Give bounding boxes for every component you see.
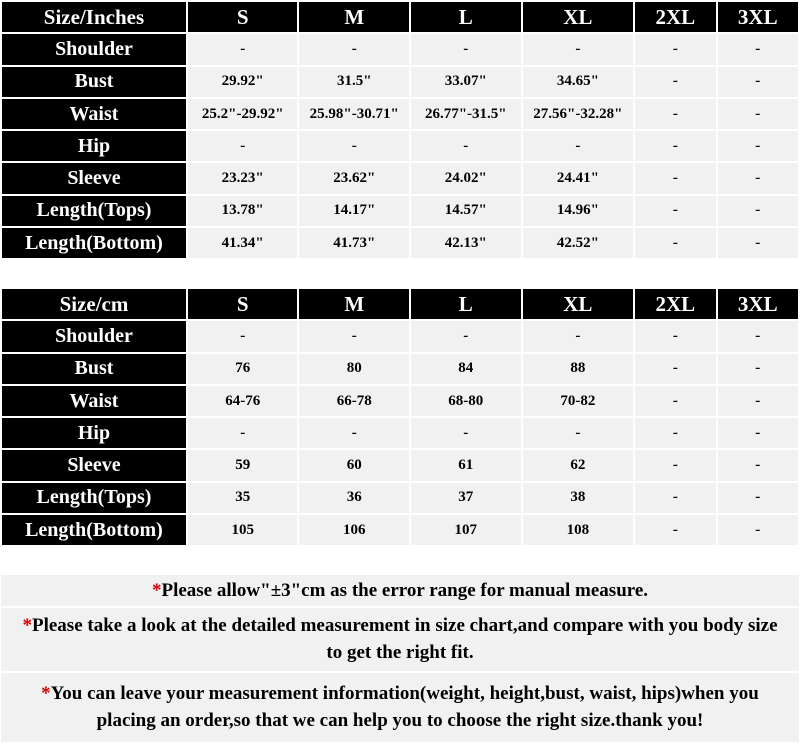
row-label: Shoulder xyxy=(2,34,186,64)
table-row xyxy=(2,321,798,351)
row-label: Length(Bottom) xyxy=(2,228,186,258)
table-cell: 105 xyxy=(188,515,298,545)
table-cell: - xyxy=(635,163,715,193)
table-cell: - xyxy=(718,228,798,258)
table-cell: 61 xyxy=(411,450,521,480)
table-header-size: 3XL xyxy=(718,2,798,32)
table-cell: - xyxy=(718,386,798,416)
table-cell: 41.73" xyxy=(299,228,409,258)
table-header-label: Size/cm xyxy=(2,289,186,319)
table-cell: 23.62" xyxy=(299,163,409,193)
asterisk: * xyxy=(22,615,32,636)
table-cell: 24.41" xyxy=(523,163,634,193)
table-cell: - xyxy=(635,228,715,258)
table-header-row xyxy=(2,2,798,32)
table-cell: 23.23" xyxy=(188,163,298,193)
table-cell: 34.65" xyxy=(523,67,634,97)
table-header-size: 2XL xyxy=(635,289,715,319)
table-cell: 108 xyxy=(523,515,634,545)
table-row xyxy=(2,418,798,448)
table-header-size: 3XL xyxy=(718,289,798,319)
table-cell: - xyxy=(718,34,798,64)
table-cell: 76 xyxy=(188,354,298,384)
table-cell: 29.92" xyxy=(188,67,298,97)
row-label: Sleeve xyxy=(2,163,186,193)
table-cell: 60 xyxy=(299,450,409,480)
table-header-size: M xyxy=(299,289,409,319)
table-row xyxy=(2,386,798,416)
table-cell: 13.78" xyxy=(188,196,298,226)
table-cell: - xyxy=(188,131,298,161)
table-header-size: S xyxy=(188,289,298,319)
table-cell: 84 xyxy=(411,354,521,384)
table-cell: - xyxy=(188,34,298,64)
table-cell: - xyxy=(188,418,298,448)
table-cell: - xyxy=(299,131,409,161)
table-row xyxy=(2,515,798,545)
table-cell: - xyxy=(718,418,798,448)
table-cell: 14.17" xyxy=(299,196,409,226)
table-cell: - xyxy=(299,34,409,64)
table-cell: 26.77"-31.5" xyxy=(411,99,521,129)
table-cell: - xyxy=(718,483,798,513)
table-cell: 42.52" xyxy=(523,228,634,258)
table-cell: 106 xyxy=(299,515,409,545)
table-cell: - xyxy=(718,196,798,226)
row-label: Length(Tops) xyxy=(2,483,186,513)
asterisk: * xyxy=(41,683,51,704)
table-cell: - xyxy=(718,67,798,97)
table-cell: - xyxy=(718,131,798,161)
table-row xyxy=(2,483,798,513)
table-cell: 33.07" xyxy=(411,67,521,97)
table-cell: - xyxy=(718,354,798,384)
table-cell: - xyxy=(635,321,715,351)
table-header-size: 2XL xyxy=(635,2,715,32)
table-row xyxy=(2,228,798,258)
row-label: Bust xyxy=(2,67,186,97)
table-cell: - xyxy=(635,99,715,129)
note-error-range xyxy=(1,575,799,606)
table-cell: - xyxy=(635,483,715,513)
table-cell: 36 xyxy=(299,483,409,513)
size-table-inches xyxy=(0,0,800,260)
table-cell: 42.13" xyxy=(411,228,521,258)
table-cell: - xyxy=(411,418,521,448)
table-cell: - xyxy=(718,515,798,545)
table-header-row xyxy=(2,289,798,319)
table-cell: - xyxy=(635,418,715,448)
note-measurement-info xyxy=(1,673,799,742)
table-cell: - xyxy=(635,386,715,416)
table-cell: 14.96" xyxy=(523,196,634,226)
table-cell: - xyxy=(523,418,634,448)
table-cell: - xyxy=(635,67,715,97)
table-header-size: XL xyxy=(523,289,634,319)
table-cell: - xyxy=(635,196,715,226)
row-label: Length(Tops) xyxy=(2,196,186,226)
row-label: Shoulder xyxy=(2,321,186,351)
table-cell: 24.02" xyxy=(411,163,521,193)
note-text: Please allow"±3"cm as the error range for manual measure. xyxy=(161,580,649,601)
table-cell: - xyxy=(411,131,521,161)
table-cell: 25.98"-30.71" xyxy=(299,99,409,129)
table-cell: 14.57" xyxy=(411,196,521,226)
table-cell: 25.2"-29.92" xyxy=(188,99,298,129)
table-cell: 41.34" xyxy=(188,228,298,258)
table-cell: 35 xyxy=(188,483,298,513)
row-label: Bust xyxy=(2,354,186,384)
row-label: Sleeve xyxy=(2,450,186,480)
table-cell: 27.56"-32.28" xyxy=(523,99,634,129)
table-cell: 70-82 xyxy=(523,386,634,416)
table-row xyxy=(2,196,798,226)
table-cell: - xyxy=(523,131,634,161)
table-cell: - xyxy=(718,99,798,129)
table-cell: 62 xyxy=(523,450,634,480)
table-header-size: L xyxy=(411,289,521,319)
table-header-size: M xyxy=(299,2,409,32)
table-cell: 59 xyxy=(188,450,298,480)
table-header-label: Size/Inches xyxy=(2,2,186,32)
table-cell: 107 xyxy=(411,515,521,545)
table-cell: - xyxy=(299,418,409,448)
table-row xyxy=(2,67,798,97)
table-row xyxy=(2,354,798,384)
table-cell: 64-76 xyxy=(188,386,298,416)
size-table-cm xyxy=(0,287,800,547)
note-text: Please take a look at the detailed measurement in size chart,and compare with you body size to get the right fit. xyxy=(31,615,778,663)
notes-section xyxy=(0,573,800,744)
table-cell: - xyxy=(635,131,715,161)
table-header-size: S xyxy=(188,2,298,32)
table-header-size: XL xyxy=(523,2,634,32)
table-row xyxy=(2,34,798,64)
row-label: Hip xyxy=(2,418,186,448)
table-row xyxy=(2,131,798,161)
table-cell: 88 xyxy=(523,354,634,384)
table-row xyxy=(2,450,798,480)
note-size-chart xyxy=(1,608,799,671)
table-cell: - xyxy=(188,321,298,351)
row-label: Waist xyxy=(2,99,186,129)
table-row xyxy=(2,99,798,129)
table-row xyxy=(2,163,798,193)
table-cell: - xyxy=(299,321,409,351)
table-cell: - xyxy=(635,354,715,384)
table-cell: 37 xyxy=(411,483,521,513)
table-cell: - xyxy=(523,321,634,351)
table-cell: - xyxy=(523,34,634,64)
asterisk: * xyxy=(151,580,162,601)
table-cell: - xyxy=(411,321,521,351)
table-cell: - xyxy=(718,163,798,193)
table-cell: 80 xyxy=(299,354,409,384)
table-cell: - xyxy=(718,321,798,351)
table-cell: - xyxy=(411,34,521,64)
row-label: Waist xyxy=(2,386,186,416)
row-label: Length(Bottom) xyxy=(2,515,186,545)
table-cell: 66-78 xyxy=(299,386,409,416)
table-cell: - xyxy=(718,450,798,480)
table-cell: - xyxy=(635,515,715,545)
table-header-size: L xyxy=(411,2,521,32)
table-cell: 68-80 xyxy=(411,386,521,416)
note-text: You can leave your measurement information(weight, height,bust, waist, hips)when you placing an order,so that we can help you to choose the right size.thank you! xyxy=(50,683,759,731)
table-cell: 31.5" xyxy=(299,67,409,97)
table-cell: 38 xyxy=(523,483,634,513)
table-cell: - xyxy=(635,34,715,64)
table-cell: - xyxy=(635,450,715,480)
row-label: Hip xyxy=(2,131,186,161)
